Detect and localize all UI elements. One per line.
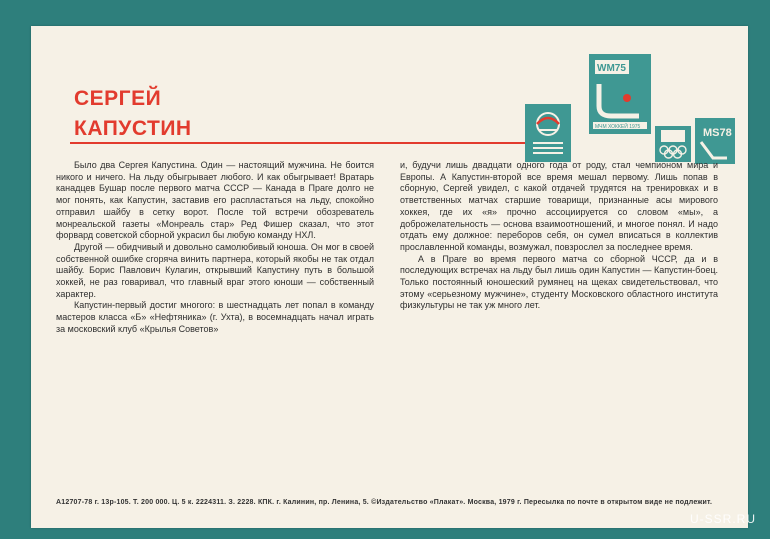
article-right-column — [400, 160, 718, 312]
title-first-name: СЕРГЕЙ — [74, 87, 162, 110]
paragraph: Другой — обидчивый и довольно самолюбивый юноша. Он мог в своей собственной ошибке сгоряча винить партнера, который якобы не так отдал шайбу. Борис Павлович Кулагин, открывший Капустину путь в большой хоккей, не раз говаривал, что главный враг этого юноши — собственный характер. — [56, 241, 374, 299]
site-watermark: U-SSR.RU — [689, 512, 756, 526]
paragraph: А в Праге во время первого матча со сборной ЧССР, да и в последующих встречах на льду был лишь один Капустин — Капустин-боец. Только постоянный юношеский румянец на щеках свидетельствовал, что этому «серьезному мужчине», студенту Московского областного института физкультуры не так уж много лет. — [400, 253, 718, 311]
title-underline — [70, 142, 552, 144]
svg-text:WM75: WM75 — [597, 63, 626, 74]
wm75-hockey-icon — [589, 54, 651, 134]
svg-text:МЧМ ХОККЕЙ 1975: МЧМ ХОККЕЙ 1975 — [595, 124, 641, 130]
paragraph: Было два Сергея Капустина. Один — настоящий мужчина. Не боится никого и ничего. На льду обыгрывает любого. И как обыгрывает! Вратарь канадцев Бушар после первого матча СССР — Канада в Праге долго не мог понять, как Капустин, заставив его распластаться на льду, спокойно отправил шайбу в сетку ворот. После той встречи обозреватель монреальской газеты «Монреаль стар» Ред Фишер сказал, что этот форвард советской сборной украсил бы любую команду НХЛ. — [56, 160, 374, 241]
paragraph: и, будучи лишь двадцати одного года от роду, стал чемпионом мира и Европы. А Капустин-второй все время мешал первому. Лишь попав в сборную, Сергей увидел, с какой отдачей трудятся на тренировках и в ответственных матчах старшие товарищи, признанные асы мирового хоккея, где их «я» прочно ассоциируется со словом «мы», а доброжелательность — основа взаимоотношений, и многое понял. И надо отдать ему должное: переборов себя, он сумел вписаться в коллектив прославленной команды, возмужал, повзрослел за последнее время. — [400, 160, 718, 252]
postcard-back — [31, 26, 748, 528]
article-left-column — [56, 160, 374, 336]
publisher-imprint: А12707-78 г. 13р-105. Т. 200 000. Ц. 5 к. 2224311. З. 2228. КПК. г. Калинин, пр. Ленина, 5. ©Издательство «Плакат». Москва, 1979 г. Пересылка по почте в открытом виде не подлежит. — [56, 499, 713, 506]
hockey-emblem-icon — [525, 104, 571, 162]
paragraph: Капустин-первый достиг многого: в шестнадцать лет попал в команду мастеров класса «Б» «Нефтяника» (г. Ухта), в восемнадцать начал играть за московский клуб «Крылья Советов» — [56, 300, 374, 334]
title-last-name: КАПУСТИН — [74, 117, 192, 140]
olympic-rings-icon — [655, 126, 691, 162]
emblem-group — [521, 54, 736, 164]
ms78-hockey-icon — [695, 118, 735, 164]
svg-text:MS78: MS78 — [703, 127, 732, 139]
